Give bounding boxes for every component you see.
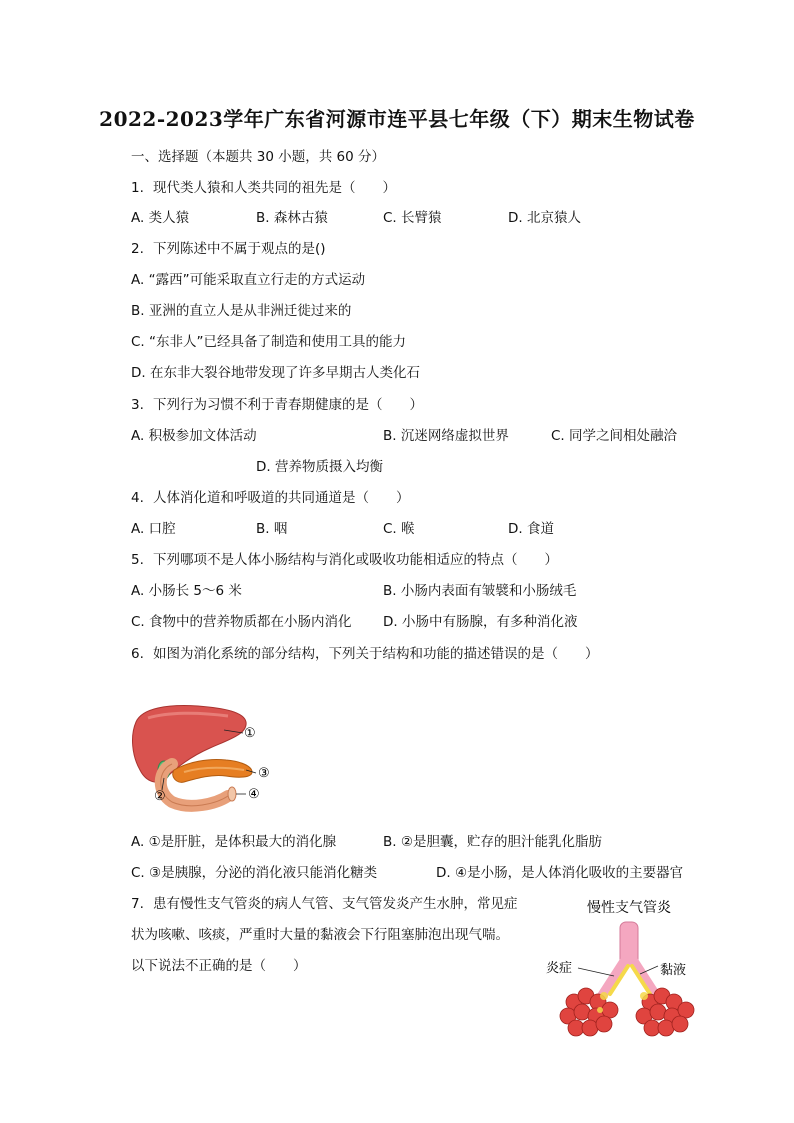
figure-label-3: ③ xyxy=(258,766,270,781)
question-5-stem xyxy=(131,551,558,569)
q2-option-a: A. “露西”可能采取直立行走的方式运动 xyxy=(131,272,366,288)
section-heading: 一、选择题（本题共 30 小题，共 60 分） xyxy=(131,149,386,165)
question-2-text: 下列陈述中不属于观点的是() xyxy=(153,241,326,257)
digestive-system-figure xyxy=(128,700,278,812)
q2-option-c: C. “东非人”已经具备了制造和使用工具的能力 xyxy=(131,334,406,350)
question-3-number: 3. xyxy=(131,397,144,413)
question-6-text: 如图为消化系统的部分结构，下列关于结构和功能的描述错误的是（ ） xyxy=(153,646,599,662)
q3-option-b: B. 沉迷网络虚拟世界 xyxy=(383,428,509,444)
q5-option-d: D. 小肠中有肠腺，有多种消化液 xyxy=(383,614,578,630)
question-7-stem-line-2: 状为咳嗽、咳痰，严重时大量的黏液会下行阻塞肺泡出现气喘。 xyxy=(131,927,509,943)
question-6-number: 6. xyxy=(131,646,144,662)
q2-option-d: D. 在东非大裂谷地带发现了许多早期古人类化石 xyxy=(131,365,420,381)
question-2-stem xyxy=(131,240,326,258)
q1-option-c: C. 长臂猿 xyxy=(383,210,442,226)
figure-label-4: ④ xyxy=(248,787,260,802)
q3-option-c: C. 同学之间相处融洽 xyxy=(551,428,678,444)
question-4-number: 4. xyxy=(131,490,144,506)
q4-option-c: C. 喉 xyxy=(383,521,415,537)
q1-option-d: D. 北京猿人 xyxy=(508,210,581,226)
bronchitis-figure xyxy=(540,892,710,1042)
q3-option-d: D. 营养物质摄入均衡 xyxy=(256,459,383,475)
question-1-number: 1. xyxy=(131,180,144,196)
q6-option-b: B. ②是胆囊，贮存的胆汁能乳化脂肪 xyxy=(383,834,602,850)
question-7-text-1: 患有慢性支气管炎的病人气管、支气管发炎产生水肿，常见症 xyxy=(153,896,518,912)
question-7-stem-line-3: 以下说法不正确的是（ ） xyxy=(131,958,307,974)
question-4-stem xyxy=(131,489,410,507)
q4-option-a: A. 口腔 xyxy=(131,521,176,537)
q5-option-c: C. 食物中的营养物质都在小肠内消化 xyxy=(131,614,352,630)
q1-option-b: B. 森林古猿 xyxy=(256,210,328,226)
question-6-stem xyxy=(131,645,599,663)
q6-option-a: A. ①是肝脏，是体积最大的消化腺 xyxy=(131,834,337,850)
bronchitis-label-mucus: 黏液 xyxy=(660,963,687,978)
question-7-stem-line-1 xyxy=(131,895,518,913)
q6-option-c: C. ③是胰腺，分泌的消化液只能消化糖类 xyxy=(131,865,378,881)
q2-option-b: B. 亚洲的直立人是从非洲迁徙过来的 xyxy=(131,303,352,319)
question-1-text: 现代类人猿和人类共同的祖先是（ ） xyxy=(153,180,396,196)
bronchitis-label-inflammation: 炎症 xyxy=(546,961,573,976)
question-3-stem xyxy=(131,396,423,414)
q4-option-d: D. 食道 xyxy=(508,521,554,537)
q6-option-d: D. ④是小肠，是人体消化吸收的主要器官 xyxy=(436,865,684,881)
figure-label-2: ② xyxy=(154,789,166,804)
question-3-text: 下列行为习惯不利于青春期健康的是（ ） xyxy=(153,397,423,413)
question-2-number: 2. xyxy=(131,241,144,257)
question-7-number: 7. xyxy=(131,896,144,912)
q5-option-b: B. 小肠内表面有皱襞和小肠绒毛 xyxy=(383,583,577,599)
question-5-text: 下列哪项不是人体小肠结构与消化或吸收功能相适应的特点（ ） xyxy=(153,552,558,568)
q1-option-a: A. 类人猿 xyxy=(131,210,190,226)
q4-option-b: B. 咽 xyxy=(256,521,288,537)
bronchitis-caption: 慢性支气管炎 xyxy=(587,900,671,916)
q3-option-a: A. 积极参加文体活动 xyxy=(131,428,257,444)
figure-label-1: ① xyxy=(244,726,256,741)
question-5-number: 5. xyxy=(131,552,144,568)
page-title: 2022-2023学年广东省河源市连平县七年级（下）期末生物试卷 xyxy=(99,107,695,131)
question-4-text: 人体消化道和呼吸道的共同通道是（ ） xyxy=(153,490,410,506)
question-1-stem xyxy=(131,179,396,197)
q5-option-a: A. 小肠长 5～6 米 xyxy=(131,583,242,599)
